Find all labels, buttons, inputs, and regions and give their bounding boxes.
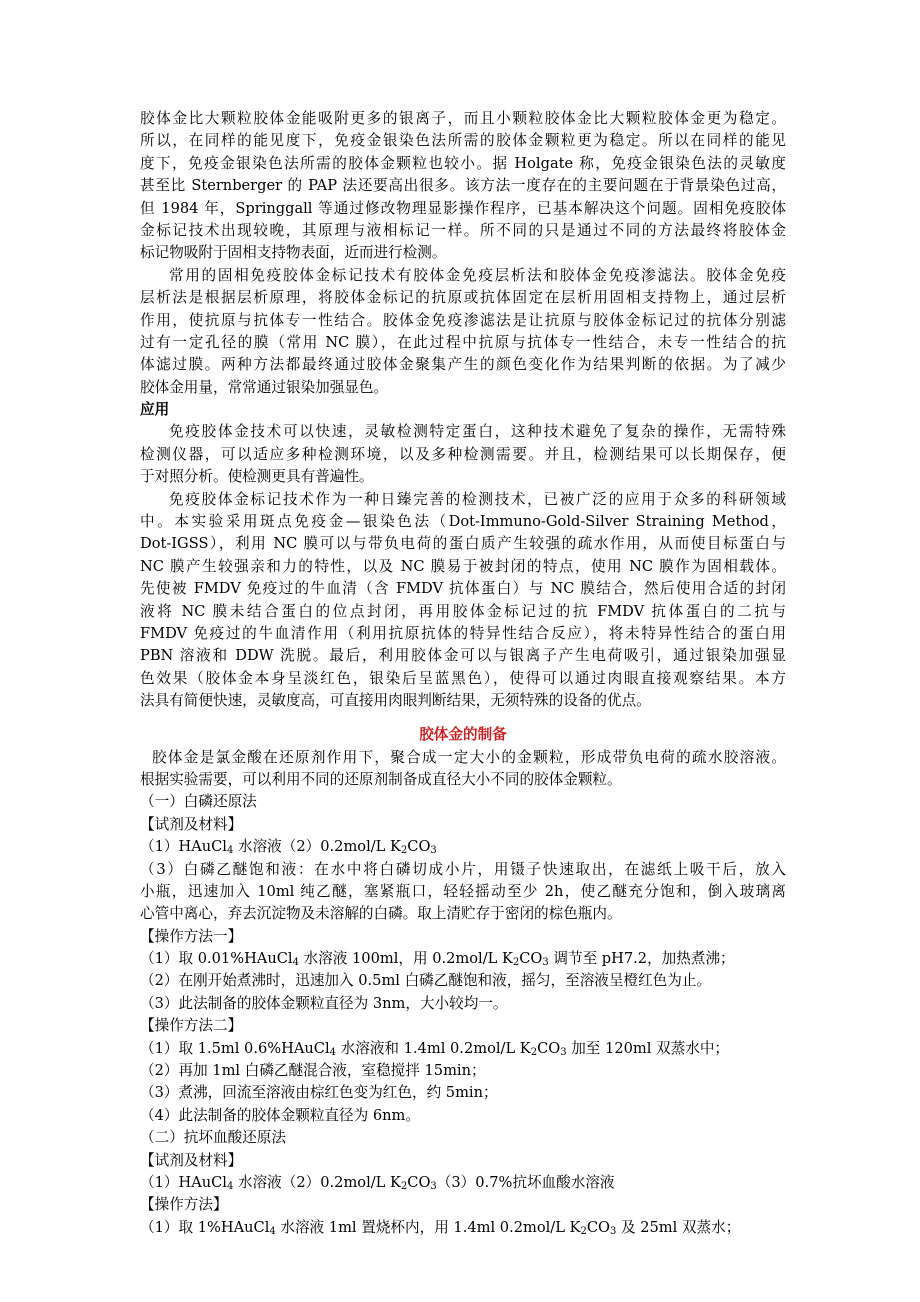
section-title: 胶体金的制备 xyxy=(419,725,507,743)
step-line: （2）在刚开始煮沸时，迅速加入 0.5ml 白磷乙醚饱和液，摇匀，至溶液呈橙红色为止。 xyxy=(140,972,712,990)
step-line: （1）取 0.01%HAuCl$_4$ 水溶液 100ml，用 0.2mol/L $K_2CO_3$ 调节至 pH7.2，加热煮沸； xyxy=(140,950,735,969)
text-line: 检测仪器，可以适应多种检测环境，以及多种检测需要。并且，检测结果可以长期保存，便 xyxy=(140,445,786,463)
text-line: 心管中离心，弃去沉淀物及未溶解的白磷。取上清贮存于密闭的棕色瓶内。 xyxy=(140,905,622,923)
reagent-line: （1）HAuCl$_4$ 水溶液（2）0.2mol/L $K_2CO_3(3)0.7\%$抗坏血酸水溶液 xyxy=(140,1173,615,1192)
text-line: 先使被 FMDV 免疫过的牛血清（含 FMDV 抗体蛋白）与 NC 膜结合，然后使用合适的封闭 xyxy=(140,580,786,598)
paragraph-4 xyxy=(140,489,786,713)
step-line: （3）煮沸，回流至溶液由棕红色变为红色，约 5min； xyxy=(140,1084,498,1102)
paragraph-1 xyxy=(140,108,786,265)
intro-paragraph xyxy=(140,747,786,792)
text-line: 体滤过膜。两种方法都最终通过胶体金聚集产生的颜色变化作为结果判断的依据。为了减少 xyxy=(140,356,786,374)
text-line: 过有一定孔径的膜（常用 NC 膜），在此过程中抗原与抗体专一性结合，未专一性结合的抗 xyxy=(140,333,786,351)
text-line: 胶体金用量，常常通过银染加强显色。 xyxy=(140,378,389,396)
text-line: 作用，使抗原与抗体专一性结合。胶体金免疫渗滤法是让抗原与胶体金标记过的抗体分别滤 xyxy=(140,311,786,329)
step-line: （2）再加 1ml 白磷乙醚混合液，室稳搅拌 15min； xyxy=(140,1062,486,1080)
document-page xyxy=(140,108,786,1239)
text-line: 常用的固相免疫胶体金标记技术有胶体金免疫层析法和胶体金免疫渗滤法。胶体金免疫 xyxy=(169,266,786,284)
reagent-line: （1）HAuCl$_4$ 水溶液（2）0.2mol/L $K_2CO_3$ xyxy=(140,838,437,857)
text-line: FMDV 免疫过的牛血清作用（利用抗原抗体的特异性结合反应），将未特异性结合的蛋白用 xyxy=(140,624,786,642)
method-1-title: （一）白磷还原法 xyxy=(140,793,257,811)
text-line: 小瓶，迅速加入 10ml 纯乙醚，塞紧瓶口，轻轻摇动至少 2h，使乙醚充分饱和，倒入玻璃离 xyxy=(140,882,786,900)
heading-application: 应用 xyxy=(140,401,170,419)
text-line: 色效果（胶体金本身呈淡红色，银染后呈蓝黑色），使得可以通过肉眼直接观察结果。本方 xyxy=(140,669,786,687)
text-line: 中。本实验采用斑点免疫金—银染色法（Dot-Immuno-Gold-Silver Straining Method， xyxy=(140,513,786,531)
paragraph-2 xyxy=(140,265,786,399)
text-line: 金标记技术出现较晚，其原理与液相标记一样。所不同的只是通过不同的方法最终将胶体金 xyxy=(140,221,786,239)
text-line: 甚至比 Sternberger 的 PAP 法还要高出很多。该方法一度存在的主要问题在于背景染色过高， xyxy=(140,177,786,195)
step-line: （4）此法制备的胶体金颗粒直径为 6nm。 xyxy=(140,1106,420,1124)
text-line: 根据实验需要，可以利用不同的还原剂制备成直径大小不同的胶体金颗粒。 xyxy=(140,770,622,788)
text-line: 免疫胶体金技术可以快速，灵敏检测特定蛋白，这种技术避免了复杂的操作，无需特殊 xyxy=(169,423,786,441)
text-line: 法具有简便快速，灵敏度高，可直接用肉眼判断结果，无须特殊的设备的优点。 xyxy=(140,692,651,710)
text-line: （3）白磷乙醚饱和液：在水中将白磷切成小片，用镊子快速取出，在滤纸上吸干后，放入 xyxy=(140,860,786,878)
step-line: （1）取 1.5ml 0.6%HAuCl$_4$ 水溶液和 1.4ml 0.2mol/L $K_2CO_3$ 加至 120ml 双蒸水中； xyxy=(140,1039,730,1058)
text-line: 所以，在同样的能见度下，免疫金银染色法所需的胶体金颗粒更为稳定。所以在同样的能见 xyxy=(140,132,786,150)
text-line: PBN 溶液和 DDW 洗脱。最后，利用胶体金可以与银离子产生电荷吸引，通过银染加强显 xyxy=(140,647,786,665)
operation-heading: 【操作方法一】 xyxy=(140,927,243,945)
step-line: （3）此法制备的胶体金颗粒直径为 3nm，大小较均一。 xyxy=(140,994,508,1012)
text-line: 度下，免疫金银染色法所需的胶体金颗粒也较小。据 Holgate 称，免疫金银染色法的灵敏度 xyxy=(140,154,786,172)
operation-heading: 【操作方法二】 xyxy=(140,1017,243,1035)
step-line: （1）取 1%HAuCl$_4$ 水溶液 1ml 置烧杯内，用 1.4ml 0.2mol/L $K_2CO_3$ 及 25ml 双蒸水； xyxy=(140,1218,741,1237)
reagent-heading: 【试剂及材料】 xyxy=(140,815,243,833)
text-line: 标记物吸附于固相支持物表面，近而进行检测。 xyxy=(140,244,447,262)
text-line: 免疫胶体金标记技术作为一种日臻完善的检测技术，已被广泛的应用于众多的科研领域 xyxy=(169,490,786,508)
method-2-title: （二）抗坏血酸还原法 xyxy=(140,1129,286,1147)
text-line: Dot-IGSS），利用 NC 膜可以与带负电荷的蛋白质产生较强的疏水作用，从而使目标蛋白与 xyxy=(140,535,786,553)
text-line: 胶体金是氯金酸在还原剂作用下，聚合成一定大小的金颗粒，形成带负电荷的疏水胶溶液。 xyxy=(152,748,786,766)
text-line: 于对照分析。使检测更具有普遍性。 xyxy=(140,468,374,486)
operation-heading: 【操作方法】 xyxy=(140,1196,228,1214)
text-line: 层析法是根据层析原理，将胶体金标记的抗原或抗体固定在层析用固相支持物上，通过层析 xyxy=(140,289,786,307)
text-line: 胶体金比大颗粒胶体金能吸附更多的银离子，而且小颗粒胶体金比大颗粒胶体金更为稳定。 xyxy=(140,110,786,127)
text-line: 但 1984 年，Springgall 等通过修改物理显影操作程序，已基本解决这个问题。固相免疫胶体 xyxy=(140,199,786,217)
text-line: 液将 NC 膜未结合蛋白的位点封闭，再用胶体金标记过的抗 FMDV 抗体蛋白的二抗与 xyxy=(140,602,786,620)
reagent-heading: 【试剂及材料】 xyxy=(140,1151,243,1169)
text-line: NC 膜产生较强亲和力的特性，以及 NC 膜易于被封闭的特点，使用 NC 膜作为固相载体。 xyxy=(140,557,786,575)
paragraph-3 xyxy=(140,421,786,488)
